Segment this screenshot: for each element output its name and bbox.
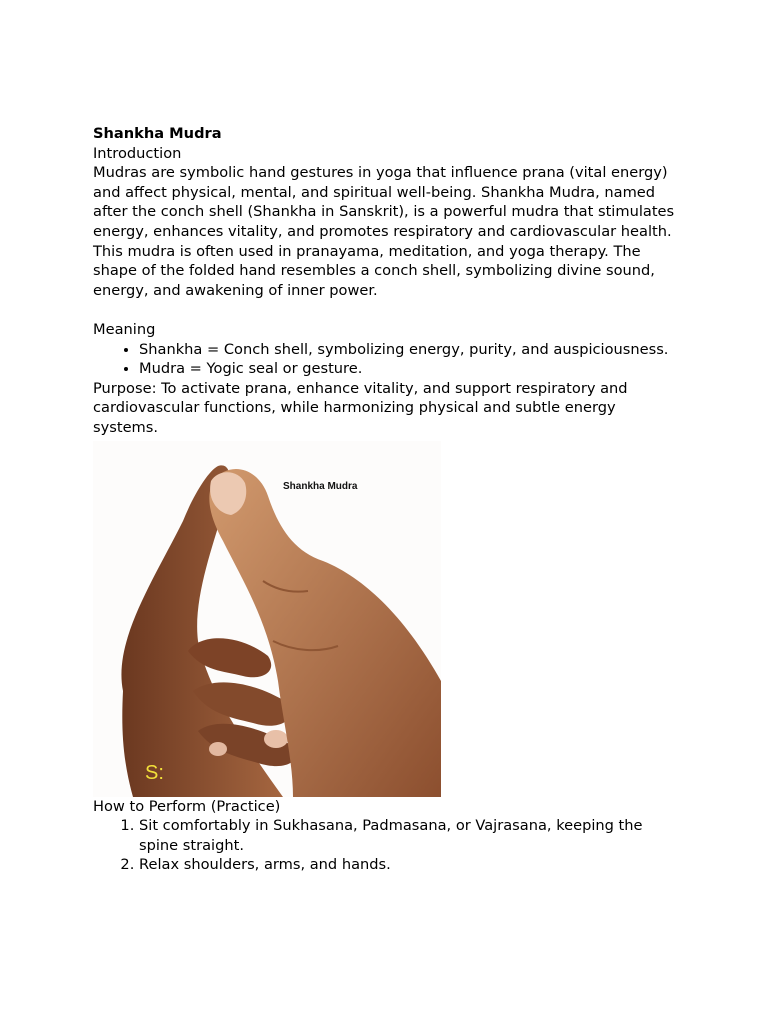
purpose-paragraph: Purpose: To activate prana, enhance vitality, and support respiratory and cardiovascular functions, while harmonizing physical and subtle energy systems. — [93, 379, 628, 436]
intro-paragraph-2: This mudra is often used in pranayama, meditation, and yoga therapy. The shape of the folded hand resembles a conch shell, symbolizing divine sound, energy, and awakening of inner power. — [93, 242, 655, 299]
document-page — [93, 124, 683, 875]
paragraph-spacer — [93, 300, 683, 320]
svg-text:S:: S: — [145, 761, 164, 784]
meaning-list — [93, 340, 683, 379]
practice-step: 1. Sit comfortably in Sukhasana, Padmasana, or Vajrasana, keeping the spine straight. — [139, 816, 683, 855]
practice-step: 2. Relax shoulders, arms, and hands. — [139, 855, 683, 875]
intro-paragraph-1: Mudras are symbolic hand gestures in yoga that influence prana (vital energy) and affect physical, mental, and spiritual well-being. Shankha Mudra, named after the conch shell (Shankha in Sanskrit), is a powerful mudra that stimulates energy, enhances vitality, and promotes respiratory and cardiovascular health. — [93, 164, 675, 240]
meaning-item: • Shankha = Conch shell, symbolizing energy, purity, and auspiciousness. — [139, 340, 683, 360]
image-caption: Shankha Mudra — [283, 480, 358, 492]
shankha-mudra-image — [93, 441, 441, 797]
intro-heading: Introduction — [93, 144, 182, 162]
document-title: Shankha Mudra — [93, 125, 222, 142]
practice-steps-list — [93, 816, 683, 875]
meaning-item: • Mudra = Yogic seal or gesture. — [139, 359, 683, 379]
hand-gesture-illustration — [93, 441, 441, 797]
practice-heading: How to Perform (Practice) — [93, 797, 281, 815]
meaning-heading: Meaning — [93, 320, 156, 338]
